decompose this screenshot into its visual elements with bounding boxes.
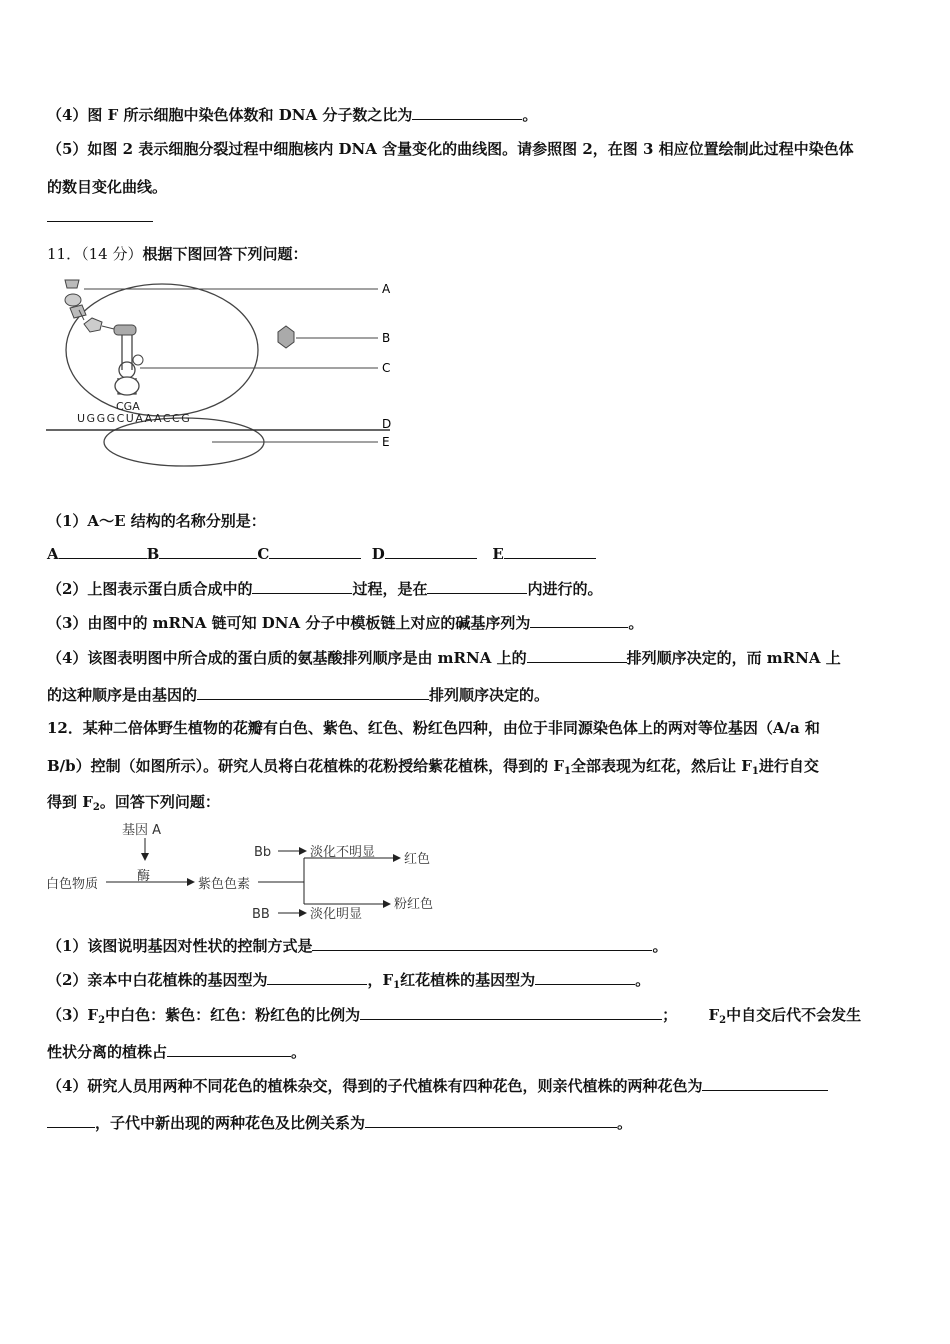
q11-part4-a: （4）该图表明图中所合成的蛋白质的氨基酸排列顺序是由 mRNA 上的 [47,649,527,667]
answer-blank[interactable] [427,579,527,594]
amino-acid-4 [114,325,136,335]
label-d: D [382,417,392,431]
q12-stem-line3 [47,791,220,813]
q10-part5-line1: （5）如图 2 表示细胞分裂过程中细胞核内 DNA 含量变化的曲线图。请参照图 2，在图 3 相应位置绘制此过程中染色体 [47,140,854,158]
q12-part4-a: （4）研究人员用两种不同花色的植株杂交，得到的子代植株有四种花色，则亲代植株的两种花色为 [47,1077,703,1095]
answer-blank[interactable] [47,207,153,222]
q11-part1-blanks [47,544,596,563]
q12-part3-line1 [47,1004,861,1026]
q12-part1-b: 。 [652,937,668,955]
subscript: 2 [98,1015,106,1026]
q12-stem-2c: 进行自交 [758,757,819,775]
label-c: C [382,361,391,375]
q12-part2 [47,969,650,991]
q11-part4-line1 [47,647,841,668]
answer-blank[interactable] [269,544,361,559]
white-substance: 白色物质 [46,877,99,892]
subscript: 1 [751,766,759,777]
purple-pigment: 紫色色素 [198,877,251,892]
ribosome-large [66,284,258,416]
answer-blank[interactable] [527,648,627,663]
blank-label-e: E [492,545,504,563]
amino-acid-3 [84,318,102,332]
q11-part3-a: （3）由图中的 mRNA 链可知 DNA 分子中模板链上对应的碱基序列为 [47,614,531,632]
q12-part2-b: ，F [367,971,394,989]
q10-part4 [47,104,537,125]
amino-acid-free [278,326,294,348]
q12-part3-c: ； [662,1006,678,1024]
label-a: A [382,282,391,296]
red-color: 红色 [404,852,431,867]
q12-part3-a: （3）F [47,1006,99,1024]
q11-part4-d: 排列顺序决定的。 [429,686,550,704]
q10-part4-text: （4）图 F 所示细胞中染色体数和 DNA 分子数之比为 [47,106,413,124]
subscript: 1 [564,766,571,777]
answer-blank[interactable] [59,544,147,559]
subscript: 2 [92,802,100,813]
q12-stem-line2 [47,755,819,777]
subscript: 2 [719,1015,727,1026]
q12-part1-a: （1）该图说明基因对性状的控制方式是 [47,937,313,955]
bb-heterozygous: Bb [254,845,272,860]
q12-part2-c: 红花植株的基因型为 [400,971,536,989]
answer-blank[interactable] [159,544,257,559]
q11-part3 [47,612,643,633]
q12-part4-b: ，子代中新出现的两种花色及比例关系为 [95,1114,366,1132]
q11-part2-b: 过程，是在 [352,580,428,598]
q11-part2-a: （2）上图表示蛋白质合成中的 [47,580,253,598]
anticodon-label: CGA [116,400,140,413]
amino-acid-top [65,280,79,288]
blank-label-a: A [47,545,59,563]
answer-blank[interactable] [412,105,522,120]
bb-homozygous: BB [252,907,270,922]
weak-fade-label: 淡化不明显 [310,845,376,860]
answer-blank[interactable] [535,970,635,985]
q11-part2 [47,578,602,599]
answer-blank[interactable] [365,1113,617,1128]
amino-acid-2 [70,305,86,318]
answer-blank[interactable] [504,544,596,559]
q10-part5-line2: 的数目变化曲线。 [47,178,168,196]
answer-blank[interactable] [197,685,429,700]
q12-part2-a: （2）亲本中白花植株的基因型为 [47,971,268,989]
q11-part2-c: 内进行的。 [527,580,603,598]
q12-part3-f: 性状分离的植株占 [47,1043,168,1061]
q12-part3-b: 中白色：紫色：红色：粉红色的比例为 [105,1006,361,1024]
translation-figure [44,270,404,470]
blank-label-d: D [371,545,385,563]
question-stem: 根据下图回答下列问题： [142,245,308,263]
amino-acid [65,294,81,306]
q11-part4-c: 的这种顺序是由基因的 [47,686,198,704]
gene-a-label: 基因 A [122,823,162,838]
q10-part4-end: 。 [522,106,538,124]
q10-part5-answer [47,207,153,226]
answer-blank[interactable] [252,579,352,594]
q12-stem-2b: 全部表现为红花，然后让 F [571,757,752,775]
q12-part4-line2 [47,1112,632,1133]
q12-stem-3b: 。回答下列问题： [99,793,220,811]
trna-anticodon-loop [115,377,139,395]
q12-part3-g: 。 [291,1043,307,1061]
blank-label-c: C [257,545,270,563]
q11-part4-b: 排列顺序决定的，而 mRNA 上 [626,649,841,667]
question-number: 11．（14 分） [47,245,143,263]
q11-header [47,243,307,264]
mrna-sequence: UGGGCUAAACCG [77,412,192,425]
answer-blank[interactable] [360,1005,662,1020]
q12-stem-3a: 得到 F [47,793,93,811]
answer-blank[interactable] [47,1113,95,1128]
answer-blank[interactable] [267,970,367,985]
answer-blank[interactable] [385,544,477,559]
q12-part4-c: 。 [617,1114,633,1132]
label-b: B [382,331,391,345]
answer-blank[interactable] [702,1076,828,1091]
q12-stem-line1: 12．某种二倍体野生植物的花瓣有白色、紫色、红色、粉红色四种，由位于非同源染色体上的两对等位基因（A/a 和 [47,719,820,737]
pigment-pathway-figure [44,818,464,926]
trna-loop [133,355,143,365]
q12-part2-d: 。 [635,971,651,989]
answer-blank[interactable] [312,936,652,951]
strong-fade-label: 淡化明显 [310,907,363,922]
q11-part4-line2 [47,684,549,705]
blank-label-b: B [146,545,160,563]
pink-color: 粉红色 [394,897,434,912]
q12-part3-line2 [47,1041,306,1062]
enzyme-label: 酶 [137,869,151,884]
q11-part1: （1）A～E 结构的名称分别是： [47,512,266,530]
q12-stem-2a: B/b）控制（如图所示）。研究人员将白花植株的花粉授给紫花植株，得到的 F [47,757,565,775]
q12-part4-line1 [47,1075,828,1096]
answer-blank[interactable] [167,1042,291,1057]
label-e: E [382,435,390,449]
q12-part1 [47,935,667,956]
subscript: 1 [393,980,401,991]
answer-blank[interactable] [530,613,628,628]
q11-part3-b: 。 [628,614,644,632]
q12-part3-e: 中自交后代不会发生 [726,1006,862,1024]
q12-part3-d: F [708,1006,720,1024]
